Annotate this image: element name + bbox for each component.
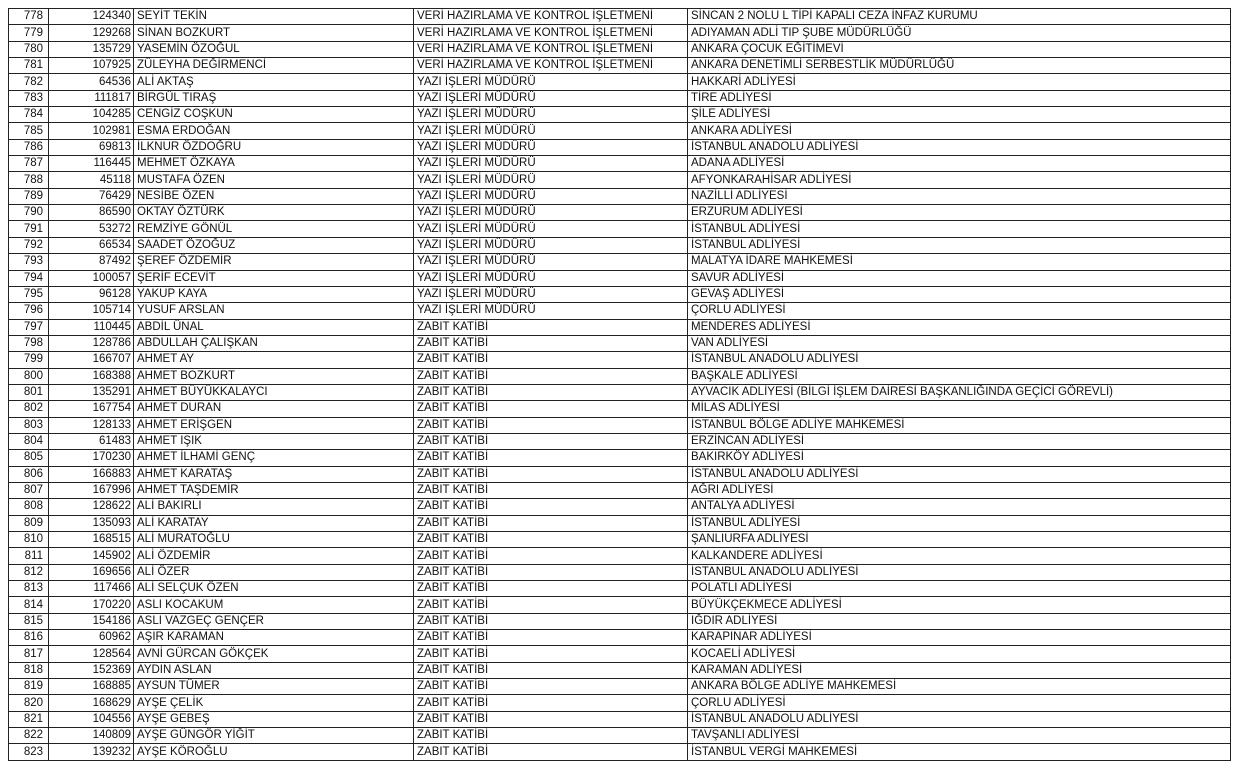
job-title-cell: ZABIT KATİBİ [414, 646, 688, 662]
registry-number-cell: 102981 [49, 123, 134, 139]
assigned-unit-cell: AFYONKARAHİSAR ADLİYESİ [688, 172, 1231, 188]
registry-number-cell: 169656 [49, 564, 134, 580]
table-row [9, 466, 1231, 482]
job-title-cell: ZABIT KATİBİ [414, 548, 688, 564]
full-name-cell: REMZİYE GÖNÜL [134, 221, 414, 237]
job-title-cell: ZABIT KATİBİ [414, 695, 688, 711]
full-name-cell: ALİ BAKIRLI [134, 499, 414, 515]
assigned-unit-cell: ADANA ADLİYESİ [688, 156, 1231, 172]
registry-number-cell: 139232 [49, 744, 134, 760]
full-name-cell: AŞIR KARAMAN [134, 630, 414, 646]
full-name-cell: AYŞE GÜNGÖR YİĞİT [134, 728, 414, 744]
table-row [9, 41, 1231, 57]
registry-number-cell: 111817 [49, 90, 134, 106]
row-number-cell: 805 [9, 450, 49, 466]
job-title-cell: ZABIT KATİBİ [414, 482, 688, 498]
registry-number-cell: 128622 [49, 499, 134, 515]
assigned-unit-cell: ŞİLE ADLİYESİ [688, 107, 1231, 123]
assigned-unit-cell: KARAPINAR ADLİYESİ [688, 630, 1231, 646]
registry-number-cell: 69813 [49, 139, 134, 155]
table-row [9, 335, 1231, 351]
full-name-cell: YASEMİN ÖZOĞUL [134, 41, 414, 57]
table-row [9, 728, 1231, 744]
assigned-unit-cell: ANKARA BÖLGE ADLİYE MAHKEMESİ [688, 679, 1231, 695]
table-row [9, 123, 1231, 139]
job-title-cell: ZABIT KATİBİ [414, 630, 688, 646]
row-number-cell: 791 [9, 221, 49, 237]
table-row [9, 630, 1231, 646]
table-row [9, 532, 1231, 548]
full-name-cell: ABDİL ÜNAL [134, 319, 414, 335]
job-title-cell: YAZI İŞLERİ MÜDÜRÜ [414, 74, 688, 90]
assigned-unit-cell: BAŞKALE ADLİYESİ [688, 368, 1231, 384]
full-name-cell: AHMET İLHAMİ GENÇ [134, 450, 414, 466]
job-title-cell: YAZI İŞLERİ MÜDÜRÜ [414, 90, 688, 106]
row-number-cell: 780 [9, 41, 49, 57]
assigned-unit-cell: ANKARA DENETİMLİ SERBESTLİK MÜDÜRLÜĞÜ [688, 58, 1231, 74]
job-title-cell: ZABIT KATİBİ [414, 401, 688, 417]
row-number-cell: 802 [9, 401, 49, 417]
job-title-cell: ZABIT KATİBİ [414, 532, 688, 548]
registry-number-cell: 124340 [49, 9, 134, 25]
assigned-unit-cell: İSTANBUL VERGİ MAHKEMESİ [688, 744, 1231, 760]
row-number-cell: 787 [9, 156, 49, 172]
job-title-cell: ZABIT KATİBİ [414, 384, 688, 400]
assigned-unit-cell: KARAMAN ADLİYESİ [688, 662, 1231, 678]
assigned-unit-cell: MİLAS ADLİYESİ [688, 401, 1231, 417]
row-number-cell: 815 [9, 613, 49, 629]
registry-number-cell: 60962 [49, 630, 134, 646]
row-number-cell: 809 [9, 515, 49, 531]
assigned-unit-cell: İSTANBUL ADLİYESİ [688, 515, 1231, 531]
table-row [9, 221, 1231, 237]
assigned-unit-cell: SİNCAN 2 NOLU L TİPİ KAPALI CEZA İNFAZ KURUMU [688, 9, 1231, 25]
full-name-cell: NESİBE ÖZEN [134, 188, 414, 204]
row-number-cell: 795 [9, 286, 49, 302]
assigned-unit-cell: İSTANBUL ADLİYESİ [688, 237, 1231, 253]
table-row [9, 156, 1231, 172]
full-name-cell: AYŞE GEBEŞ [134, 711, 414, 727]
full-name-cell: ŞEREF ÖZDEMİR [134, 254, 414, 270]
assigned-unit-cell: TİRE ADLİYESİ [688, 90, 1231, 106]
full-name-cell: ABDULLAH ÇALIŞKAN [134, 335, 414, 351]
registry-number-cell: 135291 [49, 384, 134, 400]
job-title-cell: YAZI İŞLERİ MÜDÜRÜ [414, 139, 688, 155]
full-name-cell: OKTAY ÖZTÜRK [134, 205, 414, 221]
table-row [9, 303, 1231, 319]
job-title-cell: ZABIT KATİBİ [414, 613, 688, 629]
job-title-cell: ZABIT KATİBİ [414, 499, 688, 515]
registry-number-cell: 140809 [49, 728, 134, 744]
table-row [9, 417, 1231, 433]
full-name-cell: AHMET TAŞDEMİR [134, 482, 414, 498]
table-row [9, 237, 1231, 253]
registry-number-cell: 128564 [49, 646, 134, 662]
row-number-cell: 789 [9, 188, 49, 204]
job-title-cell: ZABIT KATİBİ [414, 417, 688, 433]
row-number-cell: 800 [9, 368, 49, 384]
personnel-table-body [9, 9, 1231, 761]
row-number-cell: 823 [9, 744, 49, 760]
assigned-unit-cell: İSTANBUL ANADOLU ADLİYESİ [688, 564, 1231, 580]
full-name-cell: AHMET DURAN [134, 401, 414, 417]
table-row [9, 9, 1231, 25]
job-title-cell: YAZI İŞLERİ MÜDÜRÜ [414, 172, 688, 188]
job-title-cell: YAZI İŞLERİ MÜDÜRÜ [414, 237, 688, 253]
full-name-cell: ALİ SELÇUK ÖZEN [134, 581, 414, 597]
registry-number-cell: 128786 [49, 335, 134, 351]
registry-number-cell: 76429 [49, 188, 134, 204]
job-title-cell: ZABIT KATİBİ [414, 662, 688, 678]
full-name-cell: SAADET ÖZOĞUZ [134, 237, 414, 253]
assigned-unit-cell: MALATYA İDARE MAHKEMESİ [688, 254, 1231, 270]
registry-number-cell: 145902 [49, 548, 134, 564]
job-title-cell: ZABIT KATİBİ [414, 711, 688, 727]
full-name-cell: MEHMET ÖZKAYA [134, 156, 414, 172]
assigned-unit-cell: BAKIRKÖY ADLİYESİ [688, 450, 1231, 466]
job-title-cell: YAZI İŞLERİ MÜDÜRÜ [414, 254, 688, 270]
row-number-cell: 814 [9, 597, 49, 613]
row-number-cell: 796 [9, 303, 49, 319]
full-name-cell: ALİ ÖZDEMİR [134, 548, 414, 564]
registry-number-cell: 166883 [49, 466, 134, 482]
full-name-cell: SİNAN BOZKURT [134, 25, 414, 41]
row-number-cell: 790 [9, 205, 49, 221]
registry-number-cell: 105714 [49, 303, 134, 319]
row-number-cell: 811 [9, 548, 49, 564]
row-number-cell: 801 [9, 384, 49, 400]
registry-number-cell: 135093 [49, 515, 134, 531]
job-title-cell: YAZI İŞLERİ MÜDÜRÜ [414, 286, 688, 302]
assigned-unit-cell: ANTALYA ADLİYESİ [688, 499, 1231, 515]
job-title-cell: YAZI İŞLERİ MÜDÜRÜ [414, 303, 688, 319]
table-row [9, 188, 1231, 204]
job-title-cell: VERİ HAZIRLAMA VE KONTROL İŞLETMENİ [414, 58, 688, 74]
row-number-cell: 794 [9, 270, 49, 286]
table-row [9, 548, 1231, 564]
row-number-cell: 793 [9, 254, 49, 270]
assigned-unit-cell: İSTANBUL ANADOLU ADLİYESİ [688, 139, 1231, 155]
assigned-unit-cell: BÜYÜKÇEKMECE ADLİYESİ [688, 597, 1231, 613]
registry-number-cell: 117466 [49, 581, 134, 597]
row-number-cell: 778 [9, 9, 49, 25]
table-row [9, 58, 1231, 74]
row-number-cell: 799 [9, 352, 49, 368]
row-number-cell: 786 [9, 139, 49, 155]
job-title-cell: ZABIT KATİBİ [414, 368, 688, 384]
registry-number-cell: 168885 [49, 679, 134, 695]
table-row [9, 482, 1231, 498]
registry-number-cell: 167754 [49, 401, 134, 417]
full-name-cell: AYDIN ASLAN [134, 662, 414, 678]
table-row [9, 25, 1231, 41]
job-title-cell: ZABIT KATİBİ [414, 450, 688, 466]
row-number-cell: 812 [9, 564, 49, 580]
registry-number-cell: 86590 [49, 205, 134, 221]
assigned-unit-cell: AYVACIK ADLİYESİ (BİLGİ İŞLEM DAİRESİ BAŞKANLIĞINDA GEÇİCİ GÖREVLİ) [688, 384, 1231, 400]
job-title-cell: ZABIT KATİBİ [414, 564, 688, 580]
job-title-cell: ZABIT KATİBİ [414, 744, 688, 760]
full-name-cell: AHMET BOZKURT [134, 368, 414, 384]
row-number-cell: 822 [9, 728, 49, 744]
table-row [9, 581, 1231, 597]
job-title-cell: YAZI İŞLERİ MÜDÜRÜ [414, 188, 688, 204]
table-row [9, 90, 1231, 106]
full-name-cell: SEYİT TEKİN [134, 9, 414, 25]
table-row [9, 564, 1231, 580]
registry-number-cell: 87492 [49, 254, 134, 270]
table-row [9, 254, 1231, 270]
registry-number-cell: 168629 [49, 695, 134, 711]
full-name-cell: AHMET ERİŞGEN [134, 417, 414, 433]
full-name-cell: AYŞE KÖROĞLU [134, 744, 414, 760]
registry-number-cell: 104285 [49, 107, 134, 123]
table-row [9, 172, 1231, 188]
registry-number-cell: 154186 [49, 613, 134, 629]
row-number-cell: 813 [9, 581, 49, 597]
registry-number-cell: 168515 [49, 532, 134, 548]
row-number-cell: 808 [9, 499, 49, 515]
job-title-cell: ZABIT KATİBİ [414, 352, 688, 368]
table-row [9, 597, 1231, 613]
registry-number-cell: 168388 [49, 368, 134, 384]
table-row [9, 368, 1231, 384]
assigned-unit-cell: NAZİLLİ ADLİYESİ [688, 188, 1231, 204]
full-name-cell: CENGİZ COŞKUN [134, 107, 414, 123]
registry-number-cell: 170230 [49, 450, 134, 466]
job-title-cell: YAZI İŞLERİ MÜDÜRÜ [414, 156, 688, 172]
full-name-cell: AHMET AY [134, 352, 414, 368]
row-number-cell: 821 [9, 711, 49, 727]
registry-number-cell: 96128 [49, 286, 134, 302]
job-title-cell: ZABIT KATİBİ [414, 466, 688, 482]
job-title-cell: VERİ HAZIRLAMA VE KONTROL İŞLETMENİ [414, 25, 688, 41]
job-title-cell: VERİ HAZIRLAMA VE KONTROL İŞLETMENİ [414, 9, 688, 25]
row-number-cell: 784 [9, 107, 49, 123]
full-name-cell: ASLI KOCAKUM [134, 597, 414, 613]
assigned-unit-cell: İSTANBUL ANADOLU ADLİYESİ [688, 711, 1231, 727]
job-title-cell: ZABIT KATİBİ [414, 581, 688, 597]
row-number-cell: 818 [9, 662, 49, 678]
full-name-cell: MUSTAFA ÖZEN [134, 172, 414, 188]
registry-number-cell: 66534 [49, 237, 134, 253]
registry-number-cell: 110445 [49, 319, 134, 335]
row-number-cell: 803 [9, 417, 49, 433]
table-row [9, 352, 1231, 368]
registry-number-cell: 53272 [49, 221, 134, 237]
full-name-cell: BİRGÜL TIRAŞ [134, 90, 414, 106]
job-title-cell: ZABIT KATİBİ [414, 433, 688, 449]
table-row [9, 646, 1231, 662]
personnel-table [8, 8, 1231, 761]
full-name-cell: AHMET BÜYÜKKALAYCI [134, 384, 414, 400]
row-number-cell: 783 [9, 90, 49, 106]
job-title-cell: YAZI İŞLERİ MÜDÜRÜ [414, 123, 688, 139]
assigned-unit-cell: ÇORLU ADLİYESİ [688, 303, 1231, 319]
assigned-unit-cell: İSTANBUL ADLİYESİ [688, 221, 1231, 237]
registry-number-cell: 100057 [49, 270, 134, 286]
assigned-unit-cell: GEVAŞ ADLİYESİ [688, 286, 1231, 302]
table-row [9, 711, 1231, 727]
assigned-unit-cell: POLATLI ADLİYESİ [688, 581, 1231, 597]
assigned-unit-cell: KOCAELİ ADLİYESİ [688, 646, 1231, 662]
table-row [9, 450, 1231, 466]
row-number-cell: 806 [9, 466, 49, 482]
assigned-unit-cell: ÇORLU ADLİYESİ [688, 695, 1231, 711]
registry-number-cell: 107925 [49, 58, 134, 74]
assigned-unit-cell: İSTANBUL ANADOLU ADLİYESİ [688, 352, 1231, 368]
job-title-cell: ZABIT KATİBİ [414, 335, 688, 351]
row-number-cell: 807 [9, 482, 49, 498]
row-number-cell: 785 [9, 123, 49, 139]
registry-number-cell: 64536 [49, 74, 134, 90]
registry-number-cell: 45118 [49, 172, 134, 188]
job-title-cell: YAZI İŞLERİ MÜDÜRÜ [414, 221, 688, 237]
registry-number-cell: 135729 [49, 41, 134, 57]
registry-number-cell: 167996 [49, 482, 134, 498]
full-name-cell: ASLI VAZGEÇ GENÇER [134, 613, 414, 629]
row-number-cell: 804 [9, 433, 49, 449]
assigned-unit-cell: HAKKARİ ADLİYESİ [688, 74, 1231, 90]
assigned-unit-cell: SAVUR ADLİYESİ [688, 270, 1231, 286]
assigned-unit-cell: İSTANBUL ANADOLU ADLİYESİ [688, 466, 1231, 482]
table-row [9, 205, 1231, 221]
job-title-cell: YAZI İŞLERİ MÜDÜRÜ [414, 270, 688, 286]
registry-number-cell: 129268 [49, 25, 134, 41]
table-row [9, 74, 1231, 90]
table-row [9, 286, 1231, 302]
registry-number-cell: 170220 [49, 597, 134, 613]
row-number-cell: 788 [9, 172, 49, 188]
registry-number-cell: 104556 [49, 711, 134, 727]
full-name-cell: ZÜLEYHA DEĞİRMENCİ [134, 58, 414, 74]
table-row [9, 384, 1231, 400]
table-row [9, 695, 1231, 711]
registry-number-cell: 128133 [49, 417, 134, 433]
table-row [9, 662, 1231, 678]
full-name-cell: ALİ AKTAŞ [134, 74, 414, 90]
full-name-cell: AHMET IŞIK [134, 433, 414, 449]
table-row [9, 499, 1231, 515]
assigned-unit-cell: KALKANDERE ADLİYESİ [688, 548, 1231, 564]
table-row [9, 270, 1231, 286]
job-title-cell: VERİ HAZIRLAMA VE KONTROL İŞLETMENİ [414, 41, 688, 57]
assigned-unit-cell: ŞANLIURFA ADLİYESİ [688, 532, 1231, 548]
full-name-cell: AHMET KARATAŞ [134, 466, 414, 482]
row-number-cell: 820 [9, 695, 49, 711]
row-number-cell: 798 [9, 335, 49, 351]
job-title-cell: ZABIT KATİBİ [414, 728, 688, 744]
row-number-cell: 817 [9, 646, 49, 662]
table-row [9, 744, 1231, 760]
full-name-cell: YAKUP KAYA [134, 286, 414, 302]
assigned-unit-cell: AĞRI ADLİYESİ [688, 482, 1231, 498]
assigned-unit-cell: ERZİNCAN ADLİYESİ [688, 433, 1231, 449]
table-row [9, 679, 1231, 695]
row-number-cell: 816 [9, 630, 49, 646]
row-number-cell: 782 [9, 74, 49, 90]
full-name-cell: YUSUF ARSLAN [134, 303, 414, 319]
table-row [9, 515, 1231, 531]
row-number-cell: 819 [9, 679, 49, 695]
row-number-cell: 797 [9, 319, 49, 335]
job-title-cell: ZABIT KATİBİ [414, 515, 688, 531]
full-name-cell: İLKNUR ÖZDOĞRU [134, 139, 414, 155]
assigned-unit-cell: MENDERES ADLİYESİ [688, 319, 1231, 335]
full-name-cell: AYSUN TÜMER [134, 679, 414, 695]
full-name-cell: ALİ KARATAY [134, 515, 414, 531]
job-title-cell: YAZI İŞLERİ MÜDÜRÜ [414, 107, 688, 123]
registry-number-cell: 166707 [49, 352, 134, 368]
row-number-cell: 781 [9, 58, 49, 74]
assigned-unit-cell: ANKARA ADLİYESİ [688, 123, 1231, 139]
job-title-cell: ZABIT KATİBİ [414, 597, 688, 613]
full-name-cell: ALİ MURATOĞLU [134, 532, 414, 548]
registry-number-cell: 61483 [49, 433, 134, 449]
registry-number-cell: 116445 [49, 156, 134, 172]
full-name-cell: AYŞE ÇELİK [134, 695, 414, 711]
assigned-unit-cell: ADIYAMAN ADLİ TIP ŞUBE MÜDÜRLÜĞÜ [688, 25, 1231, 41]
assigned-unit-cell: IĞDIR ADLİYESİ [688, 613, 1231, 629]
row-number-cell: 792 [9, 237, 49, 253]
assigned-unit-cell: ANKARA ÇOCUK EĞİTİMEVİ [688, 41, 1231, 57]
assigned-unit-cell: VAN ADLİYESİ [688, 335, 1231, 351]
full-name-cell: ESMA ERDOĞAN [134, 123, 414, 139]
full-name-cell: ALİ ÖZER [134, 564, 414, 580]
assigned-unit-cell: ERZURUM ADLİYESİ [688, 205, 1231, 221]
registry-number-cell: 152369 [49, 662, 134, 678]
table-row [9, 401, 1231, 417]
assigned-unit-cell: TAVŞANLI ADLİYESİ [688, 728, 1231, 744]
table-row [9, 107, 1231, 123]
job-title-cell: ZABIT KATİBİ [414, 319, 688, 335]
table-row [9, 319, 1231, 335]
table-row [9, 613, 1231, 629]
table-row [9, 139, 1231, 155]
row-number-cell: 779 [9, 25, 49, 41]
job-title-cell: ZABIT KATİBİ [414, 679, 688, 695]
assigned-unit-cell: İSTANBUL BÖLGE ADLİYE MAHKEMESİ [688, 417, 1231, 433]
full-name-cell: ŞERİF ECEVİT [134, 270, 414, 286]
table-row [9, 433, 1231, 449]
row-number-cell: 810 [9, 532, 49, 548]
job-title-cell: YAZI İŞLERİ MÜDÜRÜ [414, 205, 688, 221]
full-name-cell: AVNİ GÜRCAN GÖKÇEK [134, 646, 414, 662]
